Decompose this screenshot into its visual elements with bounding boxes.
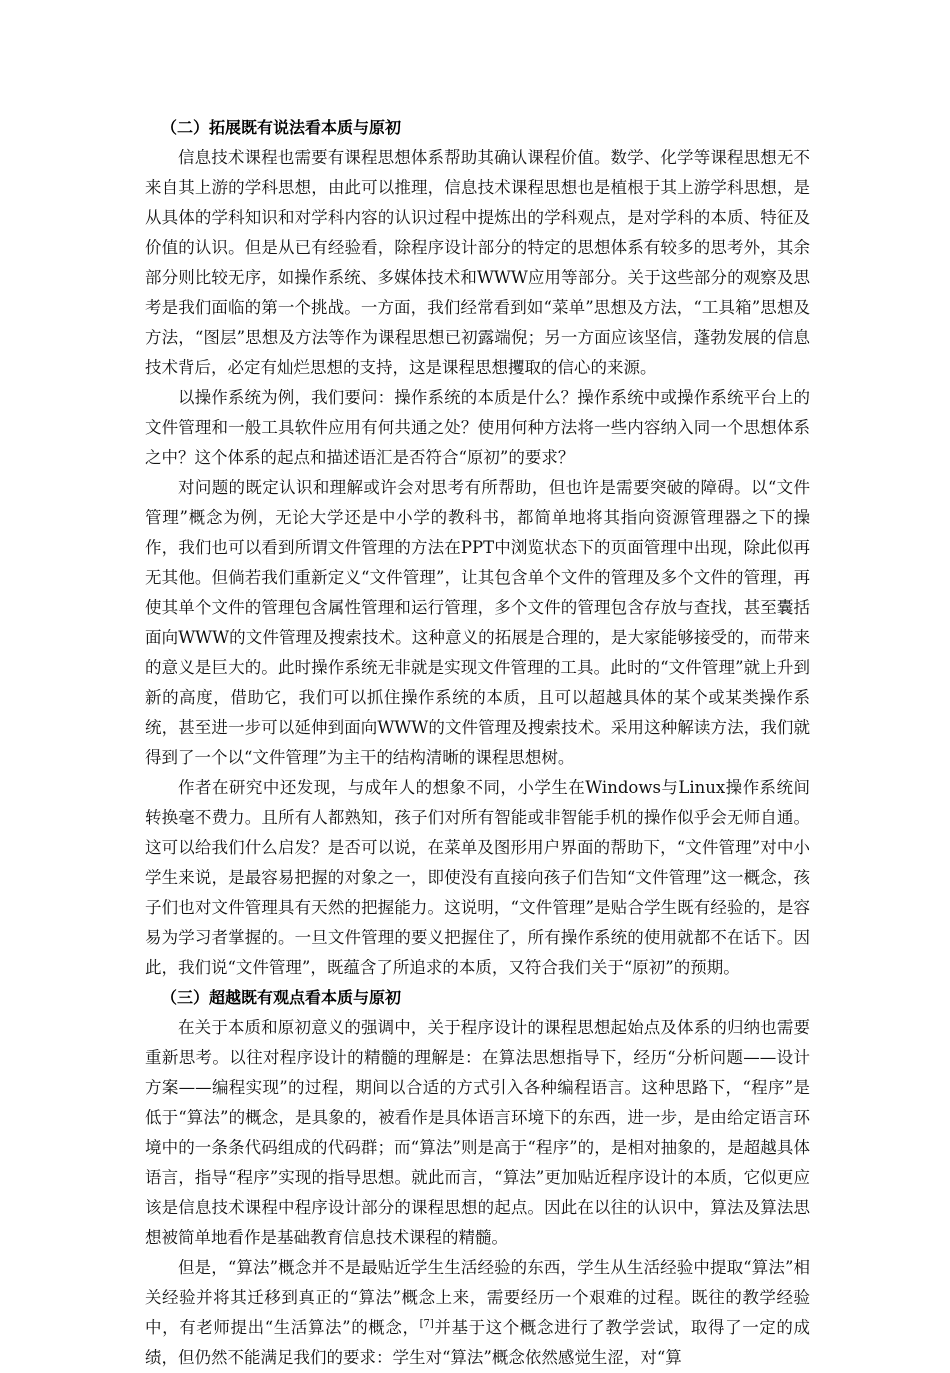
paragraph-last <box>145 1253 810 1373</box>
paragraph-text-after: 并基于这个概念进行了教学尝试，取得了一定的成绩，但仍然不能满足我们的要求：学生对“算法”概念依然感觉生涩，对“算 <box>145 1318 810 1367</box>
paragraph: 以操作系统为例，我们要问：操作系统的本质是什么？操作系统中或操作系统平台上的文件管理和一般工具软件应用有何共通之处？使用何种方法将一些内容纳入同一个思想体系之中？这个体系的起点和描述语汇是否符合“原初”的要求？ <box>145 388 810 467</box>
paragraph-text-before: 但是，“算法”概念并不是最贴近学生生活经验的东西，学生从生活经验中提取“算法”相关经验并将其迁移到真正的“算法”概念上来，需要经历一个艰难的过程。既往的教学经验中，有老师提出“生活算法”的概念， <box>145 1258 810 1337</box>
paragraph: 信息技术课程也需要有课程思想体系帮助其确认课程价值。数学、化学等课程思想无不来自其上游的学科思想，由此可以推理，信息技术课程思想也是植根于其上游学科思想，是从具体的学科知识和对学科内容的认识过程中提炼出的学科观点，是对学科的本质、特征及价值的认识。但是从已有经验看，除程序设计部分的特定的思想体系有较多的思考外，其余部分则比较无序，如操作系统、多媒体技术和WWW应用等部分。关于这些部分的观察及思考是我们面临的第一个挑战。一方面，我们经常看到如“菜单”思想及方法，“工具箱”思想及方法，“图层”思想及方法等作为课程思想已初露端倪；另一方面应该坚信，蓬勃发展的信息技术背后，必定有灿烂思想的支持，这是课程思想攫取的信心的来源。 <box>145 148 810 377</box>
paragraph: 对问题的既定认识和理解或许会对思考有所帮助，但也许是需要突破的障碍。以“文件管理”概念为例，无论大学还是中小学的教科书，都简单地将其指向资源管理器之下的操作，我们也可以看到所谓文件管理的方法在PPT中浏览状态下的页面管理中出现，除此似再无其他。但倘若我们重新定义“文件管理”，让其包含单个文件的管理及多个文件的管理，再使其单个文件的管理包含属性管理和运行管理，多个文件的管理包含存放与查找，甚至囊括面向WWW的文件管理及搜索技术。这种意义的拓展是合理的，是大家能够接受的，而带来的意义是巨大的。此时操作系统无非就是实现文件管理的工具。此时的“文件管理”就上升到新的高度，借助它，我们可以抓住操作系统的本质，且可以超越具体的某个或某类操作系统，甚至进一步可以延伸到面向WWW的文件管理及搜索技术。采用这种解读方法，我们就得到了一个以“文件管理”为主干的结构清晰的课程思想树。 <box>145 478 810 767</box>
section-heading-2: （二）拓展既有说法看本质与原初 <box>161 118 402 137</box>
paragraph: 在关于本质和原初意义的强调中，关于程序设计的课程思想起始点及体系的归纳也需要重新思考。以往对程序设计的精髓的理解是：在算法思想指导下，经历“分析问题——设计方案——编程实现”的过程，期间以合适的方式引入各种编程语言。这种思路下，“程序”是低于“算法”的概念，是具象的，被看作是具体语言环境下的东西，进一步，是由给定语言环境中的一条条代码组成的代码群；而“算法”则是高于“程序”的，是相对抽象的，是超越具体语言，指导“程序”实现的指导思想。就此而言，“算法”更加贴近程序设计的本质，它似更应该是信息技术课程中程序设计部分的课程思想的起点。因此在以往的认识中，算法及算法思想被简单地看作是基础教育信息技术课程的精髓。 <box>145 1018 810 1247</box>
section-heading-3: （三）超越既有观点看本质与原初 <box>161 988 402 1007</box>
paragraph: 作者在研究中还发现，与成年人的想象不同，小学生在Windows与Linux操作系统间转换毫不费力。且所有人都熟知，孩子们对所有智能或非智能手机的操作似乎会无师自通。这可以给我们什么启发？是否可以说，在菜单及图形用户界面的帮助下，“文件管理”对中小学生来说，是最容易把握的对象之一，即使没有直接向孩子们告知“文件管理”这一概念，孩子们也对文件管理具有天然的把握能力。这说明，“文件管理”是贴合学生既有经验的，是容易为学习者掌握的。一旦文件管理的要义把握住了，所有操作系统的使用就都不在话下。因此，我们说“文件管理”，既蕴含了所追求的本质，又符合我们关于“原初”的预期。 <box>145 778 810 977</box>
body-text <box>145 113 810 1373</box>
citation-superscript: [7] <box>419 1318 434 1330</box>
